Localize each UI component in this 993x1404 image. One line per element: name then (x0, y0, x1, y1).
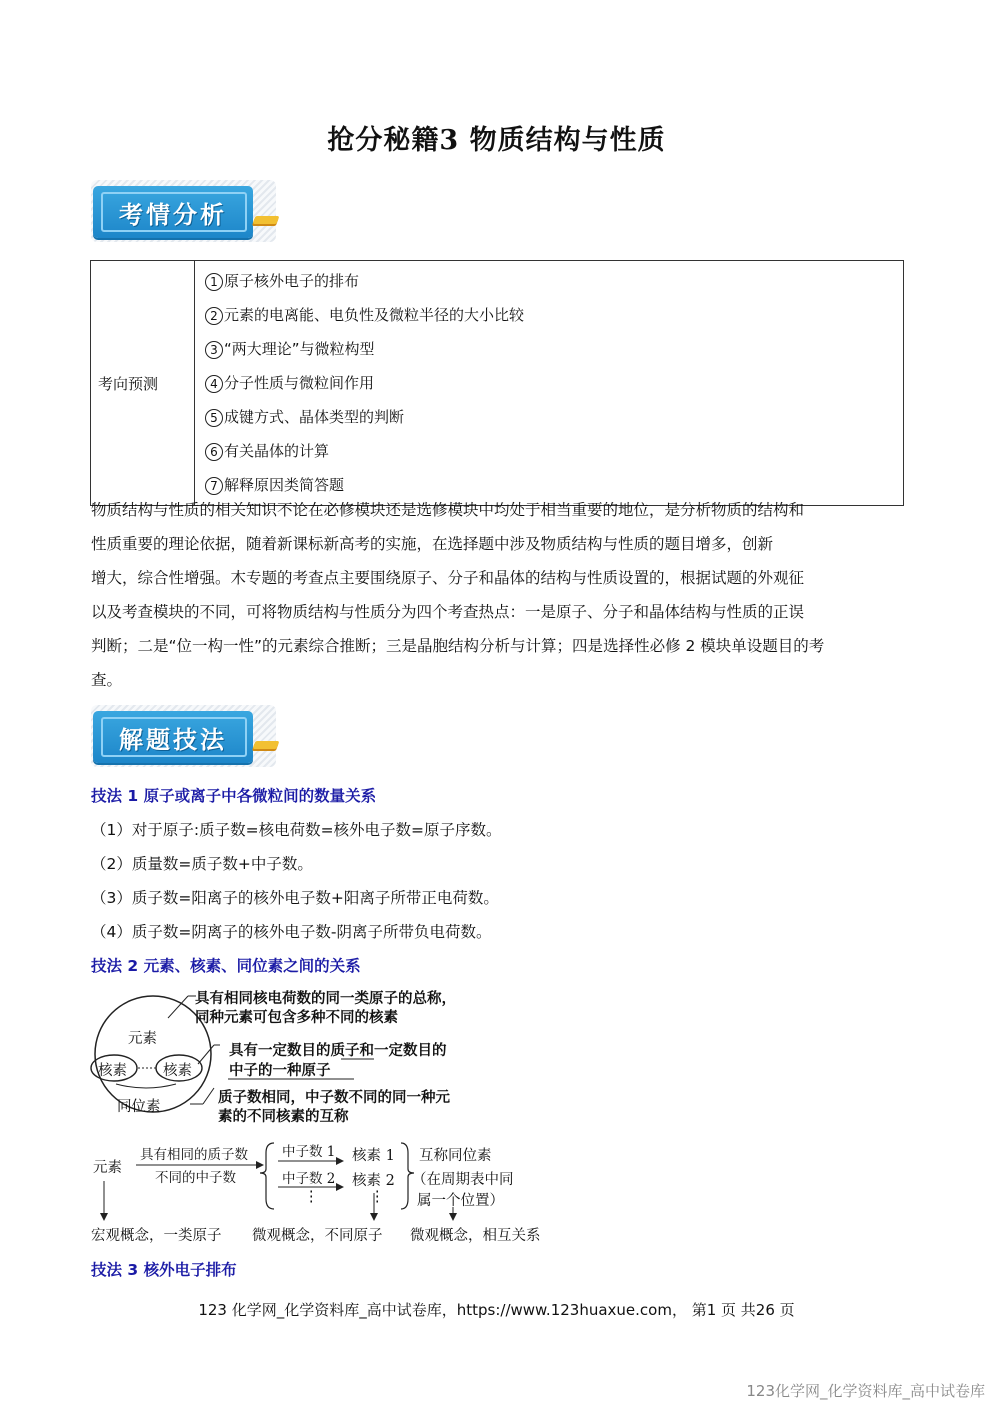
desc-nuclide-2: 中子的一种原子 (229, 1062, 331, 1079)
row-text: 分子性质与微粒间作用 (224, 374, 375, 392)
concept-micro-atoms: 微观概念，不同原子 (252, 1228, 383, 1244)
watermark: 123化学网_化学资料库_高中试卷库 (746, 1382, 985, 1400)
list-item: （4）质子数=阴离子的核外电子数-阴离子所带负电荷数。 (91, 923, 492, 941)
row-text: “两大理论”与微粒构型 (224, 340, 375, 358)
paragraph-line: 查。 (91, 671, 123, 689)
desc-nuclide-1: 具有一定数目的质子和一定数目的 (229, 1042, 447, 1059)
circled-number: 2 (205, 307, 223, 325)
concept-macro: 宏观概念，一类原子 (91, 1228, 222, 1244)
nuclide-2: 核素 2 (352, 1173, 395, 1189)
desc-element-2: 同种元素可包含多种不同的核素 (195, 1009, 398, 1026)
table-label-cell (91, 261, 195, 506)
desc-element-1: 具有相同核电荷数的同一类原子的总称， (195, 990, 456, 1007)
book-icon (253, 216, 280, 224)
circled-number: 5 (205, 409, 223, 427)
technique-1-heading: 技法 1 原子或离子中各微粒间的数量关系 (91, 787, 377, 805)
paragraph-line: 以及考查模块的不同，可将物质结构与性质分为四个考查热点：一是原子、分子和晶体结构与性质的正误 (91, 603, 805, 621)
row-text: 原子核外电子的排布 (224, 272, 360, 290)
banner-label: 考情分析 (119, 201, 227, 229)
row-text: 有关晶体的计算 (224, 442, 330, 460)
nuclide-dots: ⋮ (370, 1189, 385, 1205)
page-title: 抢分秘籍3 物质结构与性质 (327, 125, 666, 156)
table-row (195, 332, 903, 366)
list-item: （1）对于原子:质子数=核电荷数=核外电子数=原子序数。 (91, 821, 502, 839)
neutron-dots: ⋮ (304, 1189, 319, 1205)
label-tongweisu: 同位素 (117, 1099, 161, 1115)
paragraph-line: 物质结构与性质的相关知识不论在必修模块还是选修模块中均处于相当重要的地位，是分析物质的结构和 (91, 501, 805, 519)
desc-isotope-1: 质子数相同，中子数不同的同一种元 (218, 1089, 450, 1106)
row-text: 成键方式、晶体类型的判断 (224, 408, 405, 426)
table-row (195, 366, 903, 400)
row-text: 元素的电离能、电负性及微粒半径的大小比较 (224, 306, 525, 324)
concept-micro-relation: 微观概念，相互关系 (410, 1228, 541, 1244)
nuclide-1: 核素 1 (352, 1148, 395, 1164)
paragraph-line: 性质重要的理论依据，随着新课标新高考的实施，在选择题中涉及物质结构与性质的题目增多，创新 (91, 535, 774, 553)
paragraph-line: 判断；二是“位一构一性”的元素综合推断；三是晶胞结构分析与计算；四是选择性必修 2 模块单设题目的考 (91, 637, 825, 655)
section-banner-techniques (91, 705, 281, 771)
circled-number: 4 (205, 375, 223, 393)
flow-top-label: 具有相同的质子数 (140, 1147, 248, 1163)
flow-start: 元素 (93, 1160, 122, 1176)
book-icon (253, 741, 280, 749)
isotope-label-2: （在周期表中同 (412, 1172, 514, 1188)
table-row (195, 400, 903, 434)
table-row (195, 298, 903, 332)
neutron-1: 中子数 1 (282, 1144, 336, 1160)
intro-paragraph (91, 493, 903, 697)
label-yuansu: 元素 (128, 1031, 157, 1047)
forecast-table (90, 260, 904, 506)
technique-2-heading: 技法 2 元素、核素、同位素之间的关系 (91, 957, 361, 975)
table-row (195, 434, 903, 468)
isotope-label-3: 属一个位置） (417, 1193, 504, 1209)
neutron-2: 中子数 2 (282, 1171, 336, 1187)
circled-number: 6 (205, 443, 223, 461)
banner-label: 解题技法 (119, 726, 227, 754)
row-text: 解释原因类简答题 (224, 476, 345, 494)
flow-bottom-label: 不同的中子数 (155, 1170, 236, 1186)
circled-number: 7 (205, 477, 223, 495)
label-hesu-left: 核素 (98, 1063, 127, 1079)
technique-3-heading: 技法 3 核外电子排布 (91, 1261, 237, 1279)
table-label: 考向预测 (98, 374, 159, 393)
circled-number: 1 (205, 273, 223, 291)
label-hesu-right: 核素 (163, 1063, 192, 1079)
circled-number: 3 (205, 341, 223, 359)
paragraph-line: 增大，综合性增强。木专题的考查点主要围绕原子、分子和晶体的结构与性质设置的，根据试题的外观征 (91, 569, 805, 587)
section-banner-analysis (91, 180, 281, 246)
table-row (195, 264, 903, 298)
page-footer: 123 化学网_化学资料库_高中试卷库，https://www.123huaxue.com， 第1 页 共26 页 (198, 1301, 795, 1319)
isotope-label-1: 互称同位素 (419, 1148, 492, 1164)
list-item: （2）质量数=质子数+中子数。 (91, 855, 313, 873)
list-item: （3）质子数=阳离子的核外电子数+阳离子所带正电荷数。 (91, 889, 499, 907)
desc-isotope-2: 素的不同核素的互称 (218, 1108, 349, 1125)
